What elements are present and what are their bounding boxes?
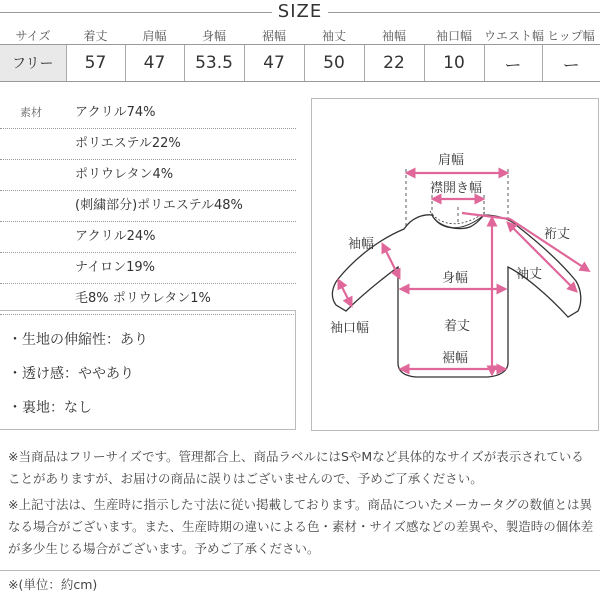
label-shoulder: 肩幅 xyxy=(438,153,465,168)
unit-note: ※(単位：約cm) xyxy=(8,577,98,592)
value-length: 57 xyxy=(66,45,125,82)
list-item xyxy=(0,98,296,129)
value-sleeve-length: 50 xyxy=(304,45,364,82)
title-rule-right xyxy=(328,12,600,13)
value-hem-width: 47 xyxy=(244,45,304,82)
measurement-diagram xyxy=(311,98,599,431)
property-lining: ・裏地：なし xyxy=(8,400,92,416)
material-line: (刺繍部分)ポリエステル48% xyxy=(75,198,243,213)
material-label: 素材 xyxy=(20,106,42,119)
property-stretch: ・生地の伸縮性：あり xyxy=(8,332,148,348)
notes xyxy=(8,446,594,564)
note-free-size: ※当商品はフリーサイズです。管理都合上、商品ラベルにはSやMなど具体的なサイズが表示されていることがありますが、お届けの商品に誤りはございませんので、予めご了承ください。 xyxy=(8,449,584,486)
label-cuff: 袖口幅 xyxy=(330,321,370,336)
size-table xyxy=(0,26,600,82)
property-sheerness: ・透け感：ややあり xyxy=(8,366,134,382)
value-cuff-width: 10 xyxy=(424,45,484,82)
material-line: ポリエステル22% xyxy=(75,136,181,151)
value-shoulder: 47 xyxy=(125,45,184,82)
label-yuki: 裄丈 xyxy=(544,227,571,242)
list-item xyxy=(0,222,296,253)
value-waist-width: ー xyxy=(484,45,542,82)
value-body-width: 53.5 xyxy=(184,45,244,82)
header-body-width: 身幅 xyxy=(184,26,244,45)
header-waist-width: ウエスト幅 xyxy=(484,26,542,45)
size-table-header xyxy=(0,26,600,45)
material-list xyxy=(0,98,296,315)
value-sleeve-width: 22 xyxy=(364,45,424,82)
header-size: サイズ xyxy=(0,26,66,45)
label-hem: 裾幅 xyxy=(442,351,469,366)
fabric-properties xyxy=(0,310,296,430)
list-item xyxy=(0,129,296,160)
header-shoulder: 肩幅 xyxy=(125,26,184,45)
header-sleeve-length: 袖丈 xyxy=(304,26,364,45)
material-line: アクリル74% xyxy=(75,105,156,120)
material-line: ポリウレタン4% xyxy=(75,167,174,182)
material-line: アクリル24% xyxy=(75,229,156,244)
header-sleeve-width: 袖幅 xyxy=(364,26,424,45)
list-item xyxy=(0,160,296,191)
notes-divider xyxy=(0,570,600,571)
cuff-arrow xyxy=(340,283,350,303)
value-hip-width: ー xyxy=(542,45,600,82)
list-item xyxy=(0,253,296,284)
header-hip-width: ヒップ幅 xyxy=(542,26,600,45)
material-line: 毛8% ポリウレタン1% xyxy=(75,291,211,306)
label-length: 着丈 xyxy=(444,319,471,334)
size-title: SIZE xyxy=(277,1,323,22)
size-cell: フリー xyxy=(0,45,66,82)
header-hem-width: 裾幅 xyxy=(244,26,304,45)
sleeve-width-arrow xyxy=(384,247,398,275)
note-measurement: ※上記寸法は、生産時に指示した寸法に従い掲載しております。商品についたメーカータグの数値とは異なる場合がございます。また、生産時期の違いによる色・素材・サイズ感などの差異や、製造時の個体差が多少生じる場合がございます。予めご了承ください。 xyxy=(8,497,594,556)
header-cuff-width: 袖口幅 xyxy=(424,26,484,45)
title-rule-left xyxy=(0,12,272,13)
table-row xyxy=(0,45,600,82)
label-neck: 襟開き幅 xyxy=(430,181,483,196)
label-sleeve-length: 袖丈 xyxy=(516,267,543,282)
header-length: 着丈 xyxy=(66,26,125,45)
material-line: ナイロン19% xyxy=(75,260,155,275)
list-item xyxy=(0,191,296,222)
label-sleeve-width: 袖幅 xyxy=(348,237,375,252)
label-body-width: 身幅 xyxy=(442,271,469,286)
